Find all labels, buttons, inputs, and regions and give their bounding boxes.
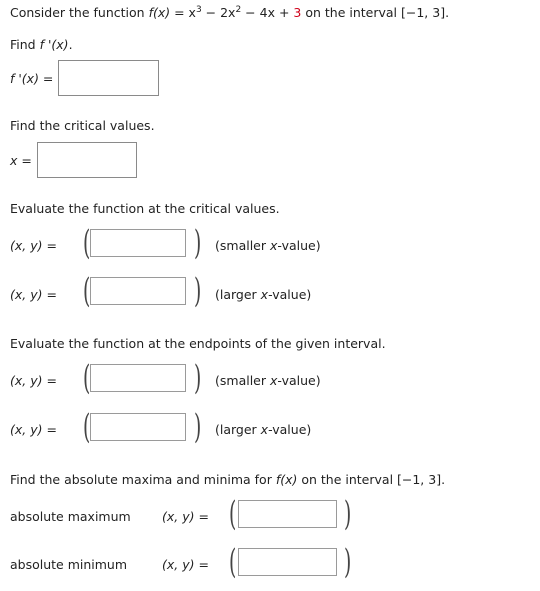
critical-point-note-1: (smaller x-value): [215, 238, 321, 253]
derivative-label: f '(x) =: [10, 71, 54, 86]
evaluate-critical-prompt: Evaluate the function at the critical values.: [10, 201, 280, 216]
critical-label: x =: [10, 153, 32, 168]
critical-prompt: Find the critical values.: [10, 118, 155, 133]
absolute-maximum-label: (x, y) =: [162, 509, 209, 524]
exponent-2: 2: [235, 4, 242, 15]
critical-input[interactable]: [37, 142, 137, 178]
derivative-prompt-post: .: [68, 37, 73, 52]
left-paren: (: [228, 542, 237, 582]
endpoint-note-1: (smaller x-value): [215, 373, 321, 388]
absolute-prompt: Find the absolute maxima and minima for f(x) on the interval [−1, 3].: [10, 472, 446, 487]
endpoint-input-2[interactable]: [90, 413, 186, 441]
derivative-prompt-f: f '(x): [39, 37, 69, 52]
absolute-minimum-label: (x, y) =: [162, 557, 209, 572]
critical-point-input-1[interactable]: [90, 229, 186, 257]
endpoint-label-1: (x, y) =: [10, 373, 57, 388]
endpoint-note-2: (larger x-value): [215, 422, 312, 437]
critical-point-input-2[interactable]: [90, 277, 186, 305]
right-paren: ): [343, 494, 352, 534]
critical-point-label-1: (x, y) =: [10, 238, 57, 253]
function-name: f(x): [148, 5, 171, 20]
absolute-maximum-input[interactable]: [238, 500, 337, 528]
left-paren: (: [82, 407, 91, 447]
mid-part: − 4x +: [241, 5, 294, 20]
right-paren: ): [193, 223, 202, 263]
right-paren: ): [193, 358, 202, 398]
endpoint-label-2: (x, y) =: [10, 422, 57, 437]
exponent-3: 3: [195, 4, 202, 15]
question-text: [10, 5, 449, 20]
critical-point-note-2: (larger x-value): [215, 287, 312, 302]
constant-term: 3: [293, 5, 302, 20]
right-paren: ): [343, 542, 352, 582]
question-prefix: Consider the function: [10, 5, 145, 20]
left-paren: (: [82, 358, 91, 398]
critical-point-label-2: (x, y) =: [10, 287, 57, 302]
endpoint-input-1[interactable]: [90, 364, 186, 392]
absolute-maximum-name: absolute maximum: [10, 509, 131, 524]
derivative-prompt-pre: Find: [10, 37, 40, 52]
left-paren: (: [228, 494, 237, 534]
eq-part: = x: [170, 5, 196, 20]
right-paren: ): [193, 271, 202, 311]
right-paren: ): [193, 407, 202, 447]
absolute-minimum-input[interactable]: [238, 548, 337, 576]
absolute-minimum-name: absolute minimum: [10, 557, 128, 572]
left-paren: (: [82, 271, 91, 311]
minus-part: − 2x: [201, 5, 236, 20]
evaluate-endpoints-prompt: Evaluate the function at the endpoints of the given interval.: [10, 336, 386, 351]
derivative-input[interactable]: [58, 60, 159, 96]
interval-suffix: on the interval [−1, 3].: [301, 5, 450, 20]
derivative-prompt: [10, 37, 73, 52]
left-paren: (: [82, 223, 91, 263]
